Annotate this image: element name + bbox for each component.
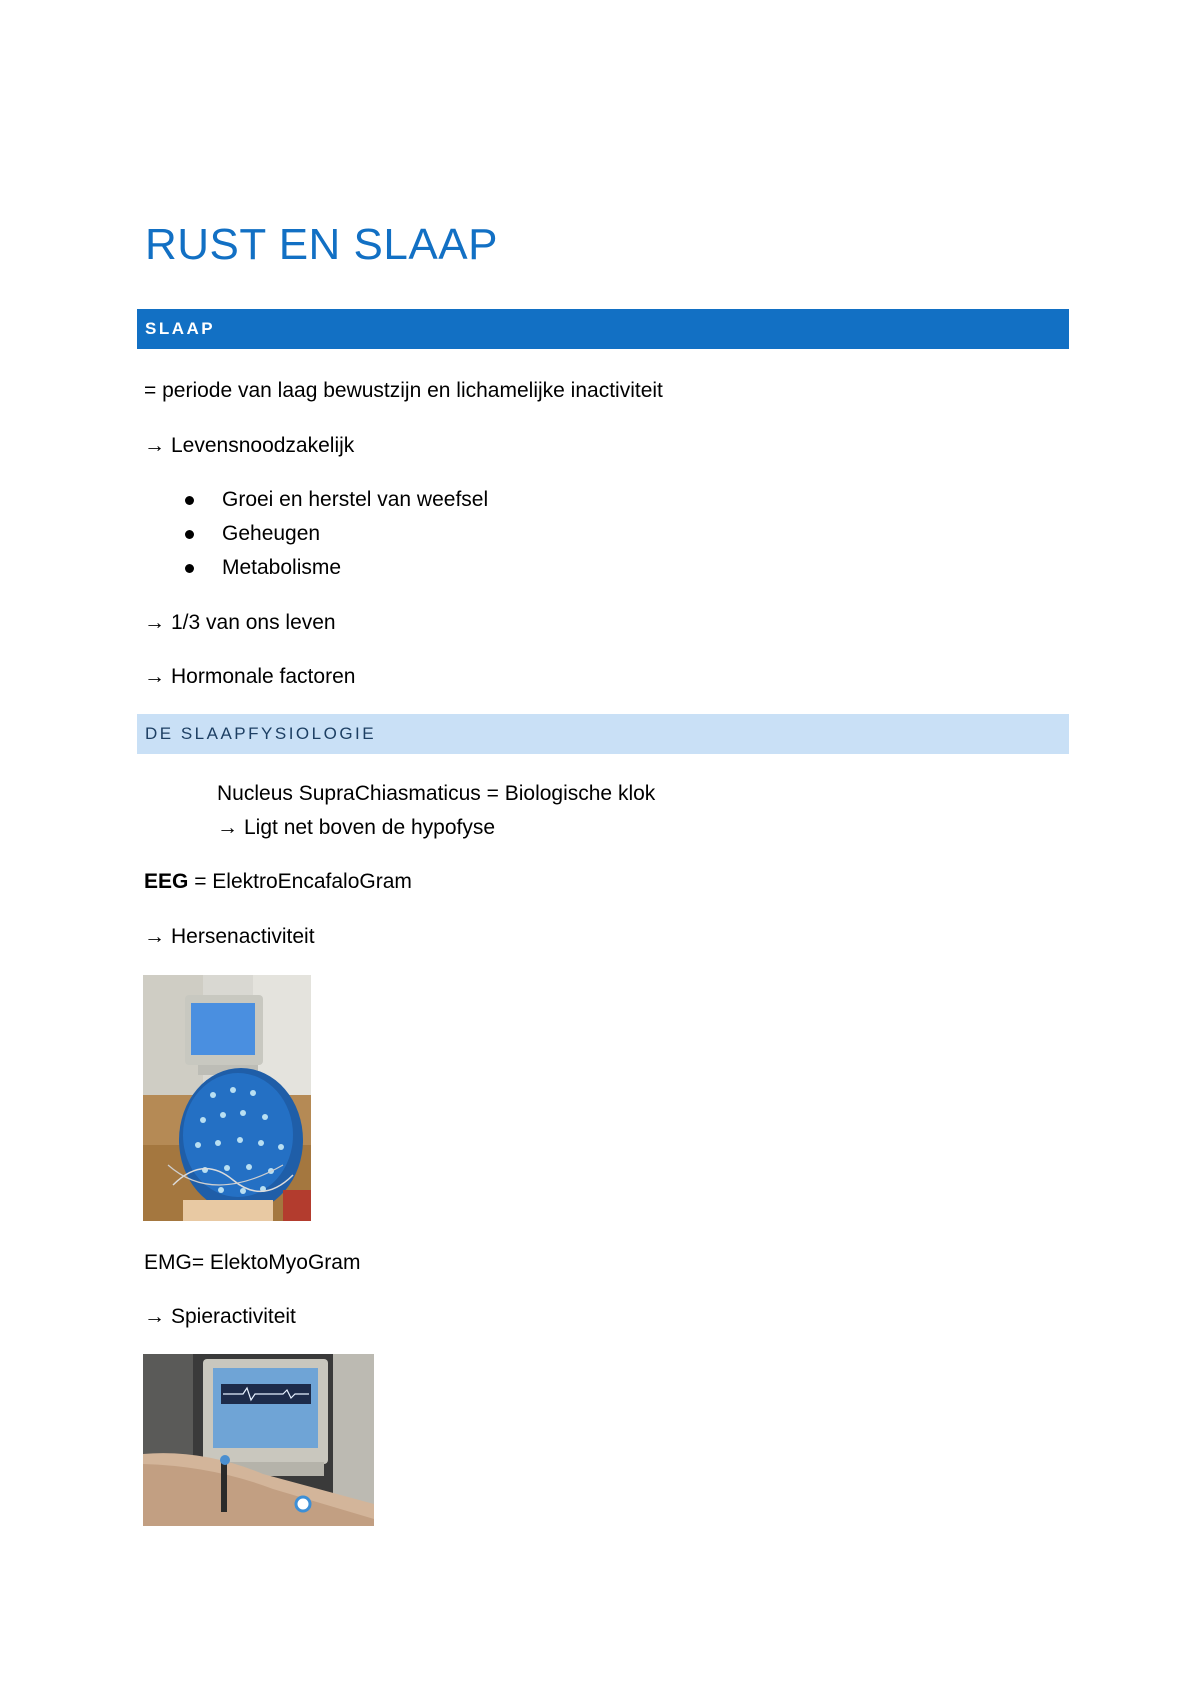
arrow-right-icon: → (144, 434, 165, 457)
eeg-abbreviation: EEG (144, 870, 189, 893)
eeg-photo (143, 975, 311, 1221)
page-title: RUST EN SLAAP (145, 220, 498, 269)
arrow-item-hypofyse (217, 815, 495, 841)
arrow-item-text: Spieractiviteit (171, 1305, 296, 1328)
bullet-icon (185, 530, 194, 539)
definition-text: = periode van laag bewustzijn en lichamelijke inactiviteit (144, 379, 663, 402)
bullet-icon (185, 496, 194, 505)
list-item (185, 517, 488, 551)
list-item-text: Groei en herstel van weefsel (222, 488, 489, 511)
arrow-right-icon: → (217, 816, 238, 839)
emg-photo (143, 1354, 374, 1526)
arrow-item-hersenactiviteit (144, 924, 315, 950)
arrow-item-hormonale (144, 664, 355, 690)
list-item (185, 483, 488, 517)
arrow-right-icon: → (144, 665, 165, 688)
emg-definition: EMG= ElektoMyoGram (144, 1251, 361, 1274)
nsc-text: Nucleus SupraChiasmaticus = Biologische klok (217, 782, 656, 805)
arrow-right-icon: → (144, 1305, 165, 1328)
arrow-right-icon: → (144, 611, 165, 634)
arrow-item-text: Levensnoodzakelijk (171, 434, 355, 457)
arrow-item-text: 1/3 van ons leven (171, 611, 336, 634)
section-heading-slaapfysiologie: DE SLAAPFYSIOLOGIE (137, 714, 1069, 754)
arrow-item-one-third (144, 610, 336, 636)
arrow-right-icon: → (144, 925, 165, 948)
list-item-text: Geheugen (222, 522, 321, 545)
eeg-definition-text: = ElektroEncafaloGram (188, 870, 412, 893)
list-item (185, 551, 488, 585)
section-heading-slaap: SLAAP (137, 309, 1069, 349)
bullet-list (185, 483, 488, 585)
arrow-item-text: Hersenactiviteit (171, 925, 315, 948)
arrow-item-spieractiviteit (144, 1304, 296, 1330)
eeg-definition (144, 869, 412, 895)
bullet-icon (185, 564, 194, 573)
list-item-text: Metabolisme (222, 556, 342, 579)
arrow-item-levensnoodzakelijk (144, 433, 354, 459)
arrow-item-text: Hormonale factoren (171, 665, 356, 688)
arrow-item-text: Ligt net boven de hypofyse (244, 816, 496, 839)
